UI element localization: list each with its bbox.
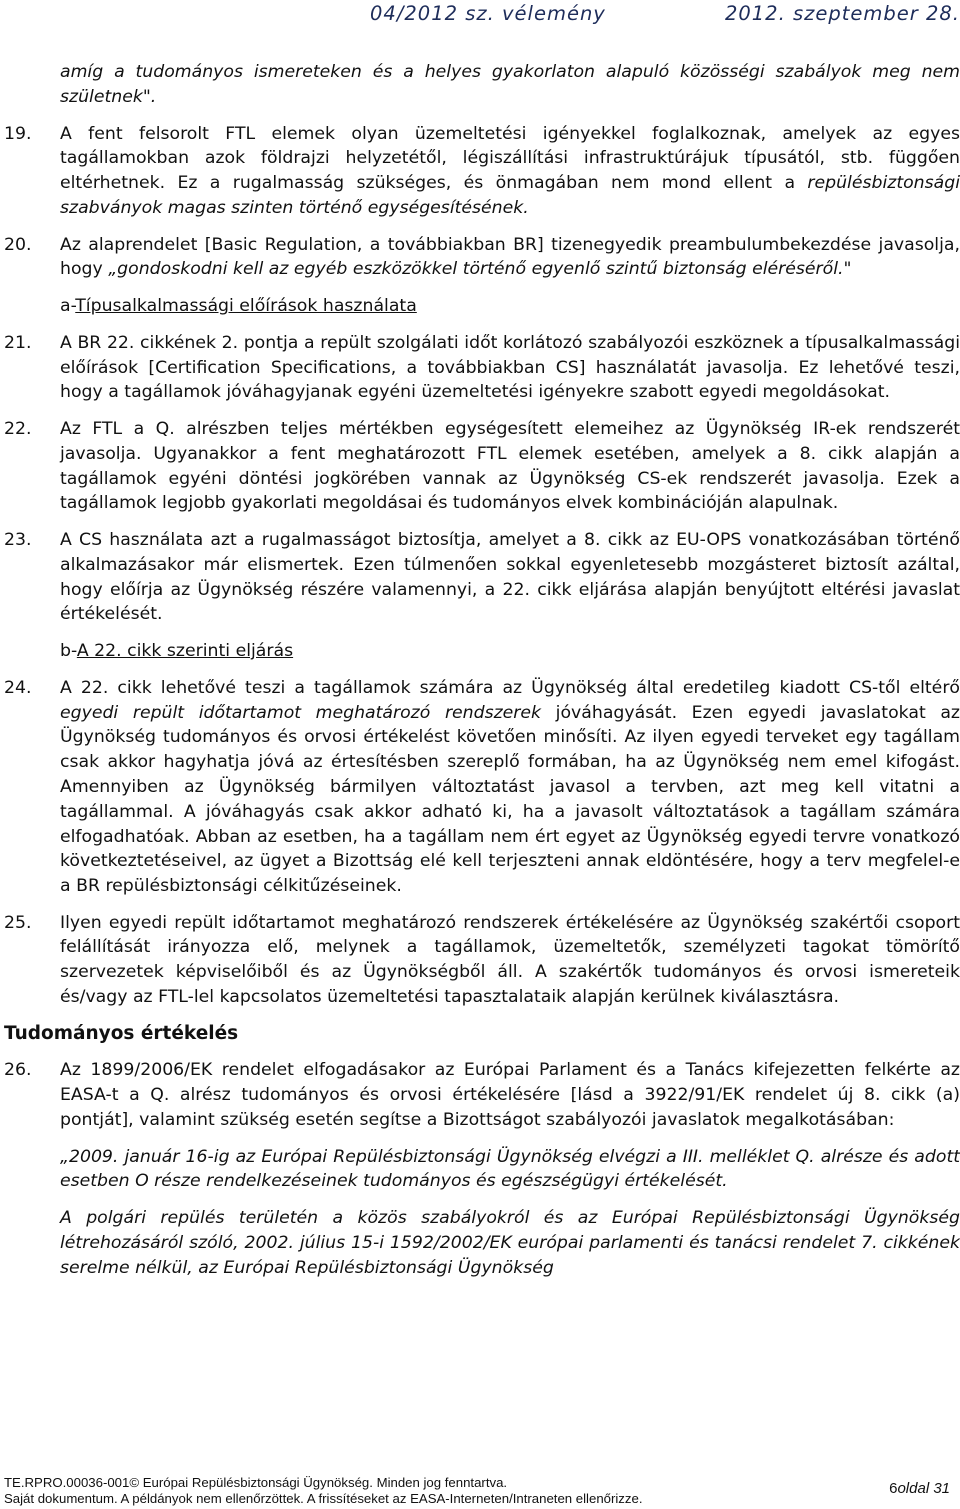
- paragraph-23: [0, 528, 960, 627]
- disclaimer-line: Saját dokumentum. A példányok nem ellenőrzöttek. A frissítéseket az EASA-Interneten/Intraneten ellenőrizze.: [4, 1491, 643, 1506]
- page-header: [370, 0, 960, 26]
- subsection-heading-a: [60, 294, 960, 319]
- page-number: [889, 1481, 950, 1497]
- copyright-line: TE.RPRO.00036-001© Európai Repülésbiztonsági Ügynökség. Minden jog fenntartva.: [4, 1475, 508, 1490]
- paragraph-26: [0, 1058, 960, 1132]
- paragraph-text: A 22. cikk lehetővé teszi a tagállamok számára az Ügynökség által eredetileg kiadott CS-től eltérő: [60, 677, 960, 698]
- paragraph-italic-text: repülésbiztonsági szabványok magas szinten történő egységesítésének.: [60, 173, 960, 218]
- quoted-regulation-1: „2009. január 16-ig az Európai Repülésbiztonsági Ügynökség elvégzi a III. melléklet Q. alrésze és adott esetben O része rendelkezéseinek tudományos és egészségügyi értékelését.: [60, 1146, 960, 1192]
- paragraph-22: [0, 417, 960, 516]
- document-body: [0, 60, 960, 1293]
- paragraph-number: 24.: [4, 677, 32, 698]
- section-heading: Tudományos értékelés: [4, 1022, 239, 1044]
- page-footer: [4, 1475, 956, 1507]
- paragraph-text: A BR 22. cikkének 2. pontja a repült szolgálati időt korlátozó szabályozói eszköznek a típusalkalmassági előírások [Certification Specifications, a továbbiakban CS] használatát javasolja. Ez lehetővé teszi, hogy a tagállamok jóváhagyjanak egyéni üzemeltetési igényekre szabott egyedi megoldásokat.: [60, 332, 960, 403]
- document-date: 2012. szeptember 28.: [724, 1, 960, 25]
- page-current: 6: [889, 1480, 898, 1497]
- paragraph-number: 22.: [4, 418, 32, 439]
- paragraph-number: 19.: [4, 123, 32, 144]
- paragraph-italic-text: „gondoskodni kell az egyéb eszközökkel történő egyenlő szintű biztonság eléréséről.": [108, 259, 852, 280]
- paragraph-number: 23.: [4, 529, 32, 550]
- subsection-prefix: b-: [60, 640, 77, 661]
- quoted-regulation-2: A polgári repülés területén a közös szabályokról és az Európai Repülésbiztonsági Ügynökség létrehozásáról szóló, 2002. július 15-i 1592/2002/EK európai parlamenti és tanácsi rendelet 7. cikkének serelme nélkül, az Európai Repülésbiztonsági Ügynökség: [60, 1208, 960, 1278]
- paragraph-text: A CS használata azt a rugalmasságot biztosítja, amelyet a 8. cikk az EU-OPS vonatkozásában történő alkalmazásakor már elismertek. Ezen túlmenően sokkal egyenletesebb mozgásteret biztosít azáltal, hogy előírja az Ügynökség részére valamennyi, a 22. cikk eljárása alapján benyújtott eltérési javaslat értékelését.: [60, 529, 960, 625]
- paragraph-text: Ilyen egyedi repült időtartamot meghatározó rendszerek értékelésére az Ügynökség szakértői csoport felállítását irányozza elő, melynek a tagállamok, üzemeltetők, személyzeti tagokat tömörítő szervezetek képviselőiből és az Ügynökségből áll. A szakértők tudományos és orvosi ismereteik és/vagy az FTL-lel kapcsolatos üzemeltetési tapasztalataik alapján kerülnek kiválasztásra.: [60, 912, 960, 1008]
- subsection-prefix: a-: [60, 295, 76, 316]
- paragraph-text: Az 1899/2006/EK rendelet elfogadásakor az Európai Parlament és a Tanács kifejezetten felkérte az EASA-t a Q. alrész tudományos és orvosi értékelésére [lásd a 3922/91/EK rendelet új 8. cikk (a) pontját], valamint szükség esetén segítse a Bizottságot szabályozói javaslatok megalkotásában:: [60, 1060, 960, 1131]
- paragraph-text: Az FTL a Q. alrészben teljes mértékben egységesített elemeihez az Ügynökség IR-ek rendszerét javasolja. Ugyanakkor a fent meghatározott FTL elemek esetében, amelyek a 8. cikk alapján a tagállamok egyéni döntési jogkörében vannak az Ügynökség CS-ek rendszerét javasolja. Ezek a tagállamok legjobb gyakorlati megoldásai és tudományos elvek kombinációján alapulnak.: [60, 418, 960, 514]
- paragraph-24: [0, 676, 960, 899]
- paragraph-number: 26.: [4, 1060, 32, 1081]
- paragraph-number: 25.: [4, 912, 32, 933]
- paragraph-20: [0, 233, 960, 283]
- paragraph-italic-text: egyedi repült időtartamot meghatározó rendszerek: [60, 702, 542, 723]
- subsection-title: A 22. cikk szerinti eljárás: [76, 640, 294, 661]
- paragraph-19: [0, 122, 960, 221]
- subsection-heading-b: [60, 639, 960, 664]
- paragraph-25: [0, 911, 960, 1010]
- paragraph-number: 21.: [4, 332, 32, 353]
- document-number: 04/2012 sz. vélemény: [370, 1, 606, 25]
- paragraph-text-continued: jóváhagyását. Ezen egyedi javaslatokat az Ügynökség tudományos és orvosi értékelést követően minősíti. Az ilyen egyedi terveket egy tagállam csak akkor hagyhatja jóvá az értesítésben szereplő formában, ha az Ügynökség nem emel kifogást. Amennyiben az Ügynökség bármilyen változtatást javasol a tervben, azt meg kell vitatni a tagállammal. A jóváhagyás csak akkor adható ki, ha a javasolt változtatások a tagállam számára elfogadhatóak. Abban az esetben, ha a tagállam nem ért egyet az Ügynökség egyedi tervre vonatkozó következtetéseivel, az ügyet a Bizottság elé kell terjeszteni annak eldöntésére, hogy a terv megfelel-e a BR repülésbiztonsági célkitűzéseinek.: [60, 702, 960, 897]
- subsection-title: Típusalkalmassági előírások használata: [75, 295, 417, 316]
- paragraph-21: [0, 331, 960, 405]
- paragraph-text: A fent felsorolt FTL elemek olyan üzemeltetési igényekkel foglalkoznak, amelyek az egyes tagállamokban azok földrajzi helyzetétől, légiszállítási infrastruktúrájuk típusától, stb. függően eltérhetnek. Ez a rugalmasság szükséges, és önmagában nem mond ellent a: [60, 123, 960, 194]
- paragraph-text: Az alaprendelet [Basic Regulation, a továbbiakban BR] tizenegyedik preambulumbekezdése javasolja, hogy: [60, 234, 960, 280]
- paragraph-number: 20.: [4, 234, 32, 255]
- continued-quote: amíg a tudományos ismereteken és a helyes gyakorlaton alapuló közösségi szabályok meg nem születnek".: [60, 62, 960, 107]
- page-total: oldal 31: [897, 1480, 950, 1497]
